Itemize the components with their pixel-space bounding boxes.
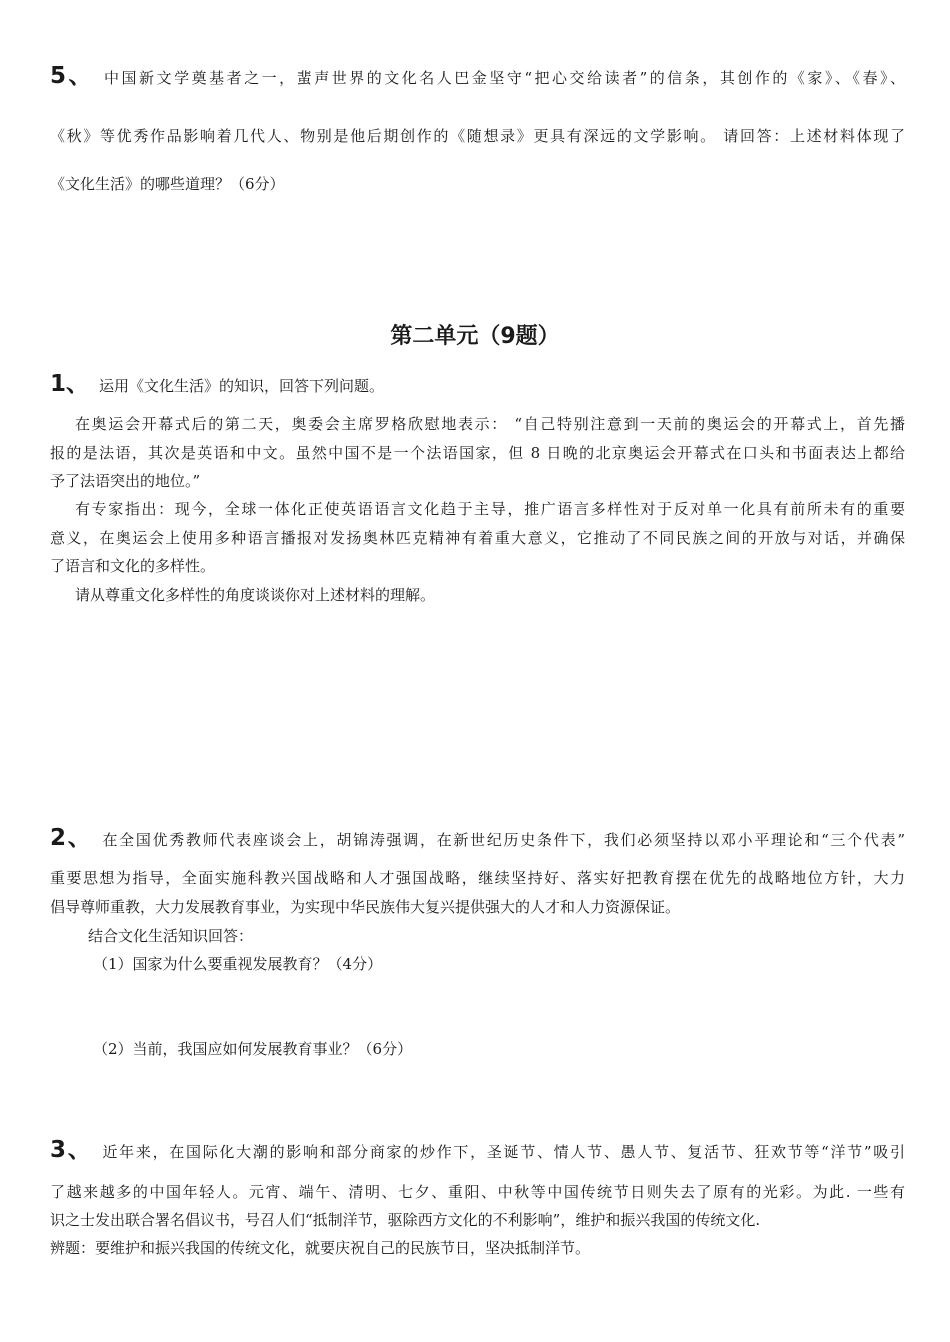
q5-line-2: 《秋》等优秀作品影响着几代人、物别是他后期创作的《随想录》更具有深远的文学影响。 请回答：上述材料体现了: [50, 127, 905, 145]
q2-subquestion-2: （2）当前，我国应如何发展教育事业？（6分）: [93, 1040, 413, 1058]
q1-para1-line-1: 在奥运会开幕式后的第二天，奥委会主席罗格欣慰地表示： “自己特别注意到一天前的奥运会的开幕式上，首先播: [75, 415, 905, 433]
q2-line-1: [50, 824, 905, 854]
q5-line-3: 《文化生活》的哪些道理？（6分）: [50, 175, 285, 193]
q5-line-1: [50, 62, 905, 92]
section-heading: 第二单元（9题）: [390, 324, 560, 349]
q1-question: 请从尊重文化多样性的角度谈谈你对上述材料的理解。: [75, 586, 436, 604]
q1-para2-line-1: 有专家指出：现今，全球一体化正使英语语言文化趋于主导，推广语言多样性对于反对单一化具有前所未有的重要: [75, 500, 905, 518]
question-number: 1、: [50, 371, 90, 397]
q1-para1-line-3: 予了法语突出的地位。”: [50, 472, 201, 490]
q3-text-line-1: 近年来，在国际化大潮的影响和部分商家的炒作下，圣诞节、情人节、愚人节、复活节、狂欢节等“洋节”吸引: [102, 1143, 905, 1161]
q2-line-3: 倡导尊师重教，大力发展教育事业，为实现中华民族伟大复兴提供强大的人才和人力资源保证。: [50, 898, 681, 916]
q2-instruction: 结合文化生活知识回答：: [88, 927, 254, 945]
q1-para2-line-3: 了语言和文化的多样性。: [50, 557, 216, 575]
q2-text-line-1: 在全国优秀教师代表座谈会上，胡锦涛强调，在新世纪历史条件下，我们必须坚持以邓小平理论和“三个代表”: [102, 831, 905, 849]
q2-subquestion-1: （1）国家为什么要重视发展教育？（4分）: [93, 955, 383, 973]
question-number: 2、: [50, 825, 93, 851]
q3-line-1: [50, 1136, 905, 1166]
question-number: 3、: [50, 1137, 93, 1163]
question-number: 5、: [50, 63, 95, 89]
q1-para1-line-2: 报的是法语，其次是英语和中文。虽然中国不是一个法语国家，但 8 日晚的北京奥运会开幕式在口头和书面表达上都给: [50, 444, 905, 462]
q3-line-3: 识之士发出联合署名倡议书，号召人们“抵制洋节，驱除西方文化的不利影响”，维护和振兴我国的传统文化.: [50, 1211, 761, 1229]
q1-prompt: 运用《文化生活》的知识，回答下列问题。: [99, 377, 385, 395]
q3-debate-topic: 辨题：要维护和振兴我国的传统文化，就要庆祝自己的民族节日，坚决抵制洋节。: [50, 1239, 591, 1257]
q2-line-2: 重要思想为指导，全面实施科教兴国战略和人才强国战略，继续坚持好、落实好把教育摆在优先的战略地位方针，大力: [50, 869, 905, 887]
q1-para2-line-2: 意义，在奥运会上使用多种语言播报对发扬奥林匹克精神有着重大意义，它推动了不同民族之间的开放与对话，并确保: [50, 529, 905, 547]
q1-prompt-line: [50, 370, 905, 400]
q5-text-line-1: 中国新文学奠基者之一，蜚声世界的文化名人巴金坚守“把心交给读者”的信条，其创作的《家》、《春》、: [104, 69, 905, 87]
q3-line-2: 了越来越多的中国年轻人。元宵、端午、清明、七夕、重阳、中秋等中国传统节日则失去了原有的光彩。为此. 一些有: [50, 1183, 905, 1201]
